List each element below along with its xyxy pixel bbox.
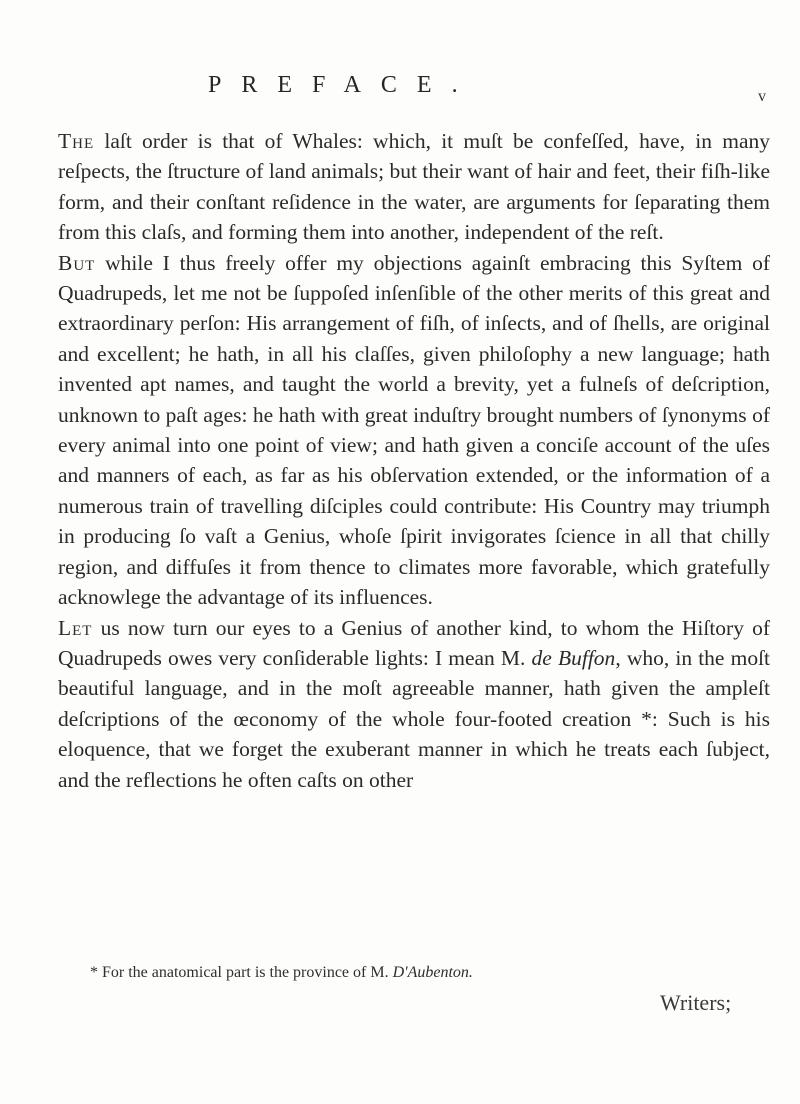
paragraph-lead-word: But [58,250,96,275]
paragraph-body-end: , who, in the moſt beautiful language, and in the moſt agreeable manner, hath given the ampleſt deſcriptions of the œconomy of the whole four-footed creation *: Such is his eloquence, that we forget the exuberant manner in which he treats each ſubject, and the reflections he often caſts on other [58,645,771,792]
italic-name-buffon: de Buffon [531,645,616,670]
paragraph-body: while I thus freely offer my objections againſt embracing this Syſtem of Quadrupeds, let me not be ſuppoſed inſenſible of the other merits of this great and extraordinary perſon: His arrangement of fiſh, of inſects, and of ſhells, are original and excellent; he hath, in all his claſſes, given philoſophy a new language; hath invented apt names, and taught the world a brevity, yet a fulneſs of deſcription, unknown to paſt ages: he hath with great induſtry brought numbers of ſynonyms of every animal into one point of view; and hath given a conciſe account of the uſes and manners of each, as far as his obſervation extended, or the information of a numerous train of travelling diſciples could contribute: His Country may triumph in producing ſo vaſt a Genius, whoſe ſpirit invigorates ſcience in all that chilly region, and diffuſes it from thence to climates more favorable, which gratefully acknowlege the advantage of its influences. [58,250,770,610]
running-head-title: PREFACE. [208,72,478,98]
paragraph-linnaeus-merits [58,248,770,613]
paragraph-buffon [58,613,770,795]
main-text [58,126,770,795]
page-number: v [758,88,766,105]
footnote-italic-name: D'Aubenton. [392,964,473,981]
footnote [90,962,770,984]
footnote-text: * For the anatomical part is the province of M. [90,964,393,981]
paragraph-lead-word: The [58,129,95,153]
paragraph-body-start: us now turn our eyes to a Genius of another kind, to whom the Hiſtory of Quadrupeds owes very conſiderable lights: I mean M. [58,615,770,670]
catchword: Writers; [660,990,732,1015]
paragraph-whales [58,126,770,248]
paragraph-body: laſt order is that of Whales: which, it muſt be confeſſed, have, in many reſpects, the ſtructure of land animals; but their want of hair and feet, their fiſh-like form, and their conſtant reſidence in the water, are arguments for ſeparating them from this claſs, and forming them into another, independent of the reſt. [58,129,770,245]
paragraph-lead-word: Let [58,615,93,640]
